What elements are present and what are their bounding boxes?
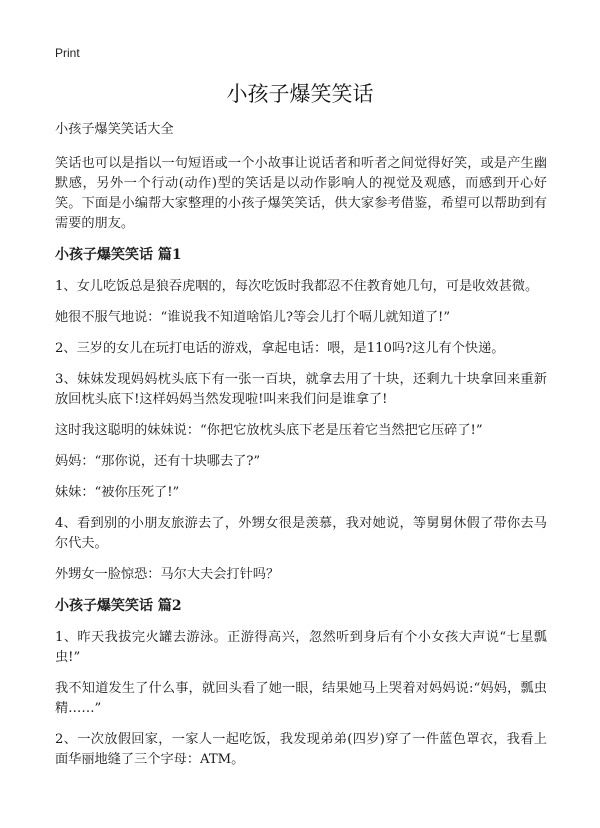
joke-paragraph: 1、昨天我拔完火罐去游泳。正游得高兴，忽然听到身后有个小女孩大声说“七星瓢虫!” bbox=[55, 630, 547, 665]
joke-paragraph: 这时我这聪明的妹妹说：“你把它放枕头底下老是压着它当然把它压碎了!” bbox=[55, 423, 483, 438]
joke-paragraph: 她很不服气地说：“谁说我不知道啥馅儿?等会儿打个嗝儿就知道了!” bbox=[55, 310, 451, 325]
joke-paragraph: 1、女儿吃饭总是狼吞虎咽的，每次吃饭时我都忍不住教育她几句，可是收效甚微。 bbox=[55, 279, 539, 294]
joke-paragraph: 外甥女一脸惊恐：马尔大夫会打针吗？ bbox=[55, 567, 280, 582]
joke-paragraph: 2、三岁的女儿在玩打电话的游戏，拿起电话：喂，是110吗?这儿有个快递。 bbox=[55, 341, 505, 356]
joke-paragraph: 3、妹妹发现妈妈枕头底下有一张一百块，就拿去用了十块，还剩九十块拿回来重新放回枕头底下!这样妈妈当然发现啦!叫来我们问是谁拿了! bbox=[55, 372, 547, 407]
article-subtitle: 小孩子爆笑笑话大全 bbox=[55, 122, 174, 137]
joke-paragraph: 2、一次放假回家，一家人一起吃饭，我发现弟弟(四岁)穿了一件蓝色罩衣，我看上面华丽地缝了三个字母：ATM。 bbox=[55, 732, 547, 767]
joke-paragraph: 妈妈：“那你说，还有十块哪去了?” bbox=[55, 454, 261, 469]
section-heading-1: 小孩子爆笑笑话 篇1 bbox=[55, 247, 182, 263]
joke-paragraph: 我不知道发生了什么事，就回头看了她一眼，结果她马上哭着对妈妈说:“妈妈，瓢虫精……” bbox=[55, 681, 547, 716]
section-heading-2: 小孩子爆笑笑话 篇2 bbox=[55, 598, 182, 614]
joke-paragraph: 4、看到别的小朋友旅游去了，外甥女很是羡慕，我对她说，等舅舅休假了带你去马尔代夫。 bbox=[55, 516, 547, 551]
joke-paragraph: 妹妹：“被你压死了!” bbox=[55, 485, 180, 500]
article-body bbox=[55, 120, 547, 781]
intro-paragraph: 笑话也可以是指以一句短语或一个小故事让说话者和听者之间觉得好笑，或是产生幽默感，另外一个行动(动作)型的笑话是以动作影响人的视觉及观感，而感到开心好笑。下面是小编帮大家整理的小孩子爆笑笑话，供大家参考借鉴，希望可以帮助到有需要的朋友。 bbox=[55, 156, 547, 231]
print-label[interactable]: Print bbox=[55, 46, 80, 60]
page-title: 小孩子爆笑笑话 bbox=[226, 82, 374, 106]
